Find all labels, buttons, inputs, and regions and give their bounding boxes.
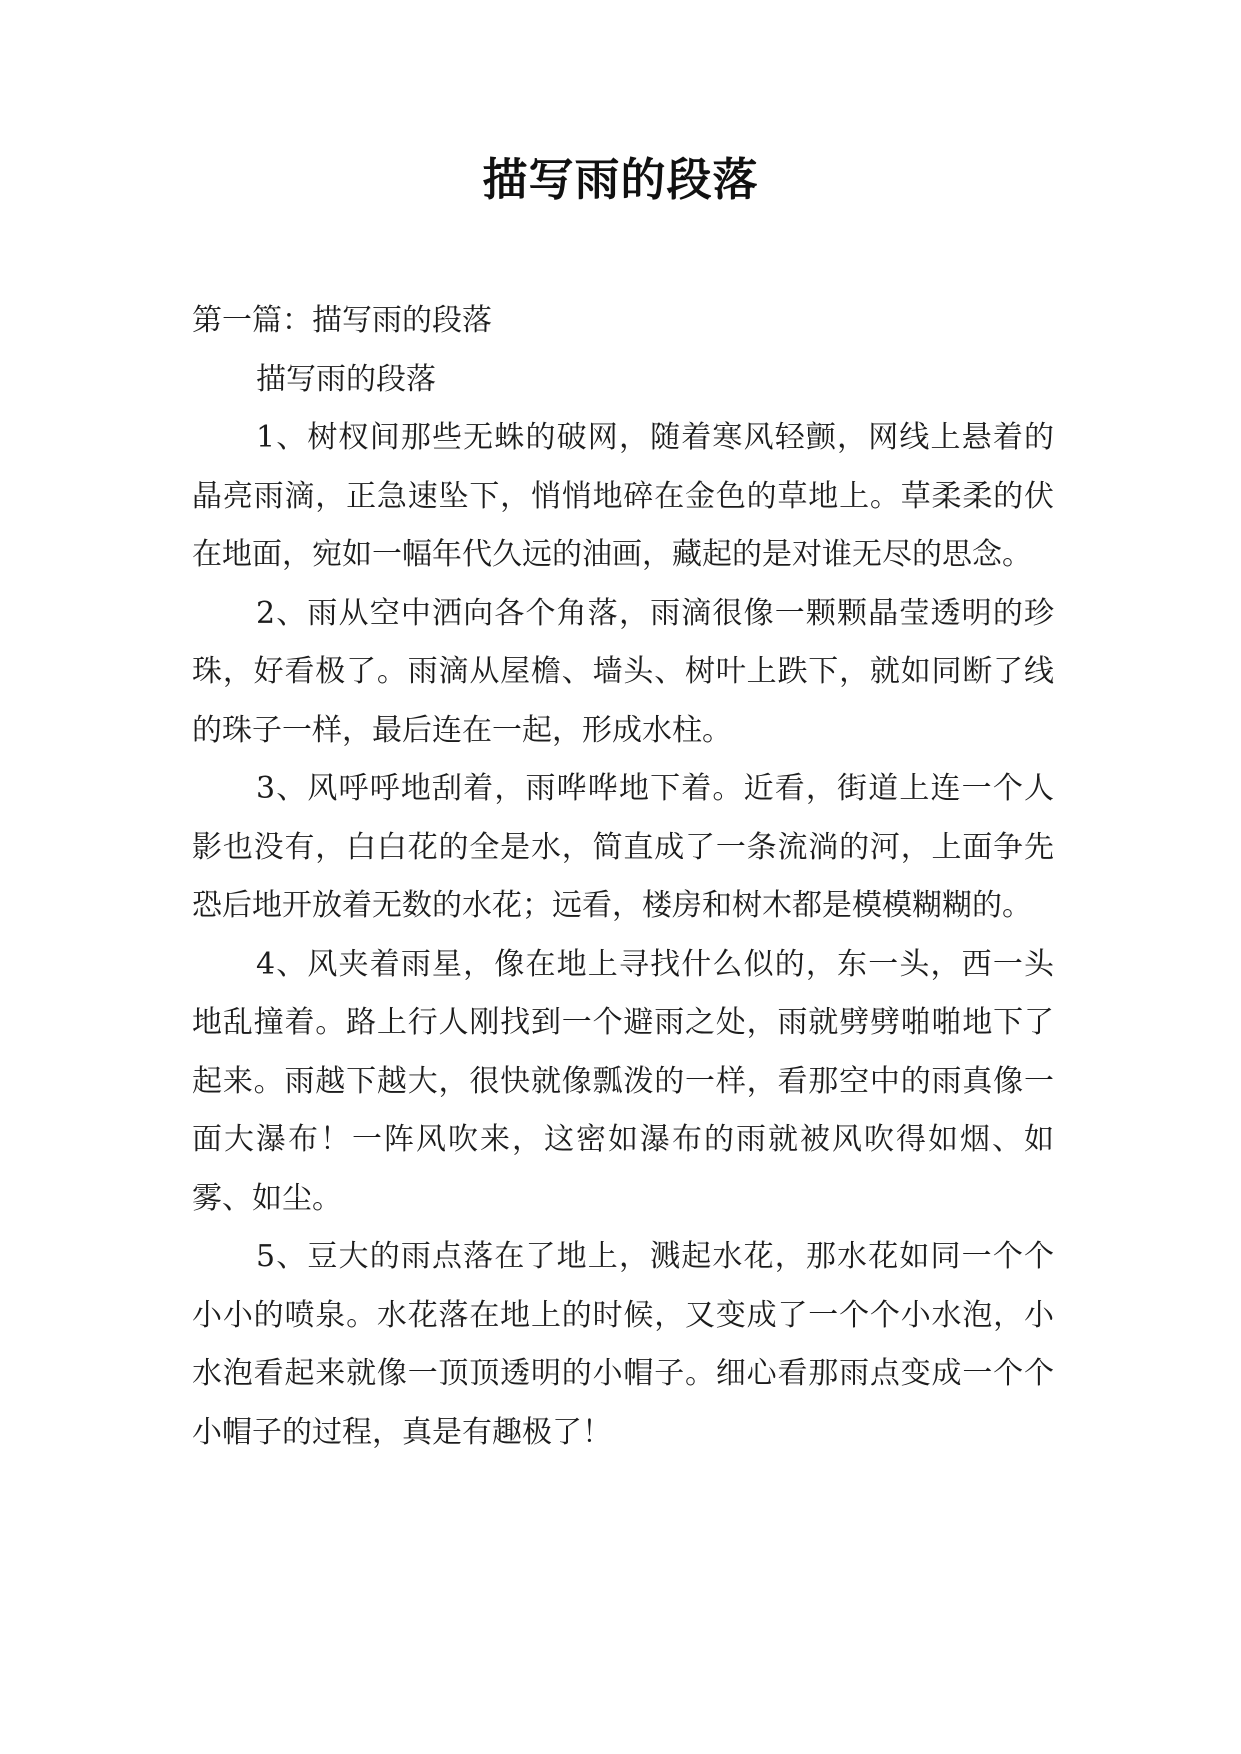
sub-heading: 描写雨的段落 [256, 361, 436, 397]
paragraph-2: 2、雨从空中洒向各个角落，雨滴很像一颗颗晶莹透明的珍珠，好看极了。雨滴从屋檐、墙头、树叶上跌下，就如同断了线的珠子一样，最后连在一起，形成水柱。 [192, 595, 1054, 748]
paragraph-3: 3、风呼呼地刮着，雨哗哗地下着。近看，街道上连一个人影也没有，白白花的全是水，简直成了一条流淌的河，上面争先恐后地开放着无数的水花；远看，楼房和树木都是模模糊糊的。 [192, 771, 1054, 923]
paragraph-4: 4、风夹着雨星，像在地上寻找什么似的，东一头，西一头地乱撞着。路上行人刚找到一个避雨之处，雨就劈劈啪啪地下了起来。雨越下越大，很快就像瓢泼的一样，看那空中的雨真像一面大瀑布！一阵风吹来，这密如瀑布的雨就被风吹得如烟、如雾、如尘。 [192, 946, 1054, 1216]
paragraph-1: 1、树杈间那些无蛛的破网，随着寒风轻颤，网线上悬着的晶亮雨滴，正急速坠下，悄悄地碎在金色的草地上。草柔柔的伏在地面，宛如一幅年代久远的油画，藏起的是对谁无尽的思念。 [192, 420, 1054, 572]
paragraph-5: 5、豆大的雨点落在了地上，溅起水花，那水花如同一个个小小的喷泉。水花落在地上的时候，又变成了一个个小水泡，小水泡看起来就像一顶顶透明的小帽子。细心看那雨点变成一个个小帽子的过程，真是有趣极了！ [192, 1239, 1054, 1450]
section-heading: 第一篇：描写雨的段落 [192, 303, 492, 338]
document-body [192, 292, 1054, 1462]
document-title: 描写雨的段落 [482, 153, 759, 206]
